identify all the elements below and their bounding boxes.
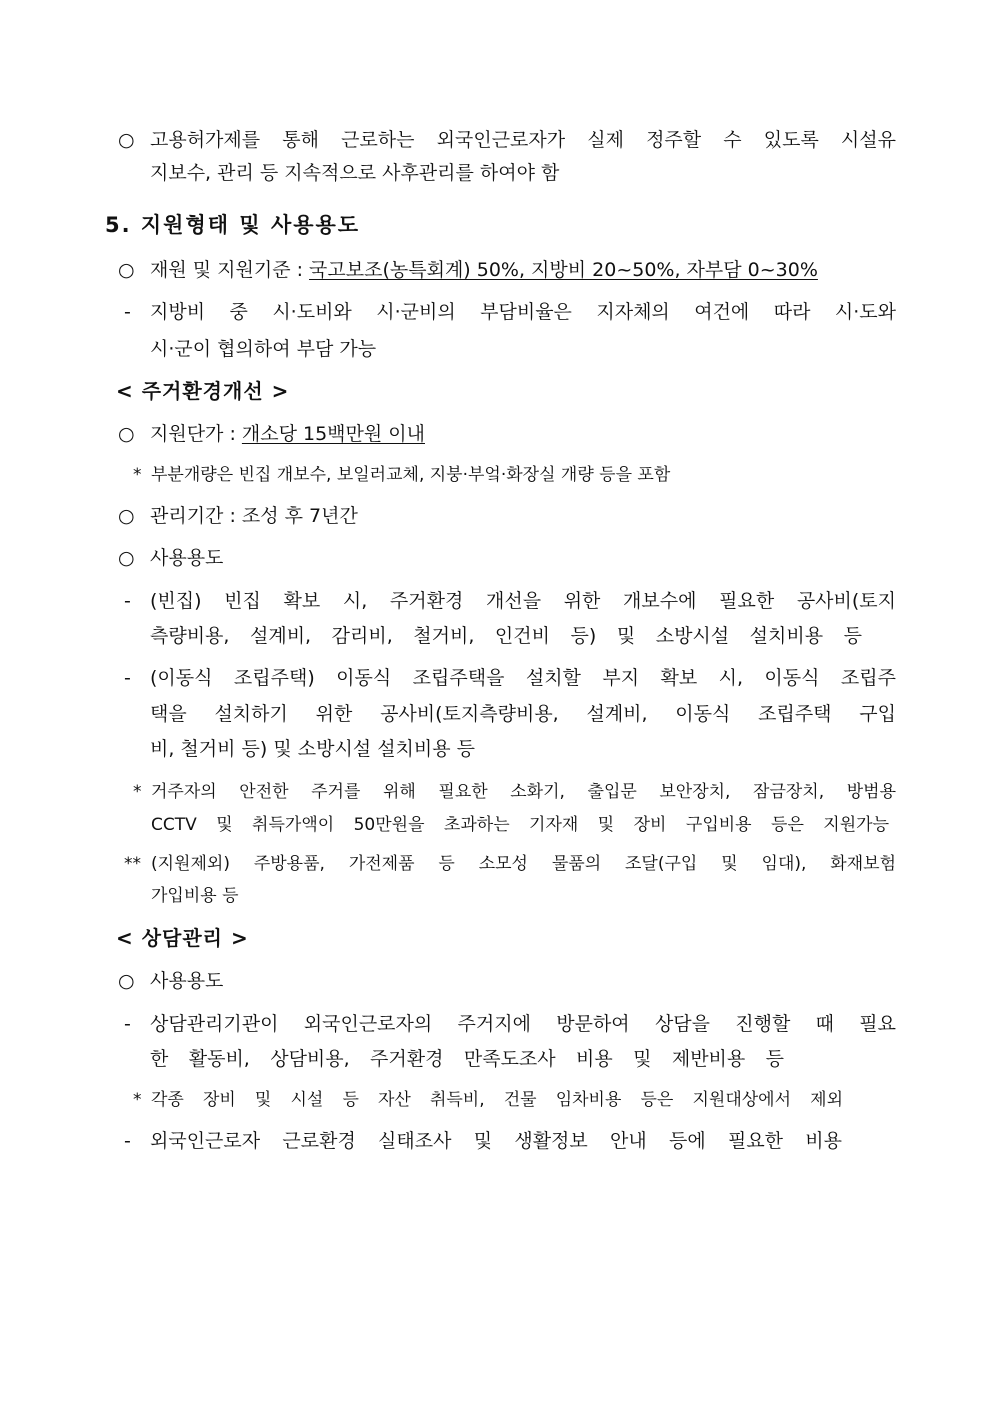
- paragraph-line: 한 활동비, 상담비용, 주거환경 만족도조사 비용 및 제반비용 등: [150, 1048, 784, 1070]
- paragraph-line: 지방비 중 시·도비와 시·군비의 부담비율은 지자체의 여건에 따라 시·도와: [150, 301, 896, 323]
- subheading-title: < 상담관리 >: [116, 926, 249, 950]
- section-title: 5. 지원형태 및 사용용도: [105, 213, 361, 237]
- dash-bullet: -: [124, 667, 131, 689]
- dash-bullet: -: [124, 301, 131, 323]
- paragraph-line: 사용용도: [150, 547, 224, 569]
- note-line: (지원제외) 주방용품, 가전제품 등 소모성 물품의 조달(구입 및 임대), 화재보험: [151, 854, 896, 874]
- dash-bullet: -: [124, 590, 131, 612]
- star-note-marker: *: [133, 1090, 142, 1110]
- paragraph-line: (이동식 조립주택) 이동식 조립주택을 설치할 부지 확보 시, 이동식 조립주: [150, 667, 896, 689]
- paragraph-line: 관리기간 : 조성 후 7년간: [150, 505, 358, 527]
- paragraph-line: 사용용도: [150, 970, 224, 992]
- unit-price-value: 개소당 15백만원 이내: [241, 423, 425, 445]
- unit-price-label: 지원단가 :: [150, 423, 242, 445]
- circle-bullet: ○: [118, 547, 135, 569]
- funding-label: 재원 및 지원기준 :: [150, 259, 310, 281]
- circle-bullet: ○: [118, 423, 135, 445]
- note-line: 각종 장비 및 시설 등 자산 취득비, 건물 임차비용 등은 지원대상에서 제외: [151, 1090, 843, 1110]
- funding-line: [150, 257, 818, 283]
- paragraph-line: 고용허가제를 통해 근로하는 외국인근로자가 실제 정주할 수 있도록 시설유: [150, 129, 896, 151]
- paragraph-line: 외국인근로자 근로환경 실태조사 및 생활정보 안내 등에 필요한 비용: [150, 1130, 842, 1152]
- funding-value: 국고보조(농특회계) 50%, 지방비 20~50%, 자부담 0~30%: [309, 259, 818, 281]
- paragraph-line: 시·군이 협의하여 부담 가능: [150, 338, 377, 360]
- dash-bullet: -: [124, 1130, 131, 1152]
- paragraph-line: 택을 설치하기 위한 공사비(토지측량비용, 설계비, 이동식 조립주택 구입: [150, 703, 896, 725]
- star-note-marker: *: [133, 465, 142, 485]
- paragraph-line: 상담관리기관이 외국인근로자의 주거지에 방문하여 상담을 진행할 때 필요: [150, 1013, 896, 1035]
- note-line: 거주자의 안전한 주거를 위해 필요한 소화기, 출입문 보안장치, 잠금장치, 방범용: [151, 782, 896, 802]
- subheading-title: < 주거환경개선 >: [116, 379, 290, 403]
- circle-bullet: ○: [118, 505, 135, 527]
- paragraph-line: (빈집) 빈집 확보 시, 주거환경 개선을 위한 개보수에 필요한 공사비(토지: [150, 590, 896, 612]
- note-line: CCTV 및 취득가액이 50만원을 초과하는 기자재 및 장비 구입비용 등은 지원가능: [151, 815, 889, 835]
- note-line: 부분개량은 빈집 개보수, 보일러교체, 지붕·부엌·화장실 개량 등을 포함: [151, 465, 671, 485]
- paragraph-line: 비, 철거비 등) 및 소방시설 설치비용 등: [150, 738, 476, 760]
- paragraph-line: 지보수, 관리 등 지속적으로 사후관리를 하여야 함: [150, 162, 560, 184]
- circle-bullet: ○: [118, 970, 135, 992]
- star-note-marker: *: [133, 782, 142, 802]
- circle-bullet: ○: [118, 129, 135, 151]
- unit-price-line: [150, 421, 425, 447]
- dash-bullet: -: [124, 1013, 131, 1035]
- double-star-note-marker: **: [124, 854, 141, 874]
- circle-bullet: ○: [118, 259, 135, 281]
- note-line: 가입비용 등: [151, 886, 239, 906]
- paragraph-line: 측량비용, 설계비, 감리비, 철거비, 인건비 등) 및 소방시설 설치비용 등: [150, 625, 862, 647]
